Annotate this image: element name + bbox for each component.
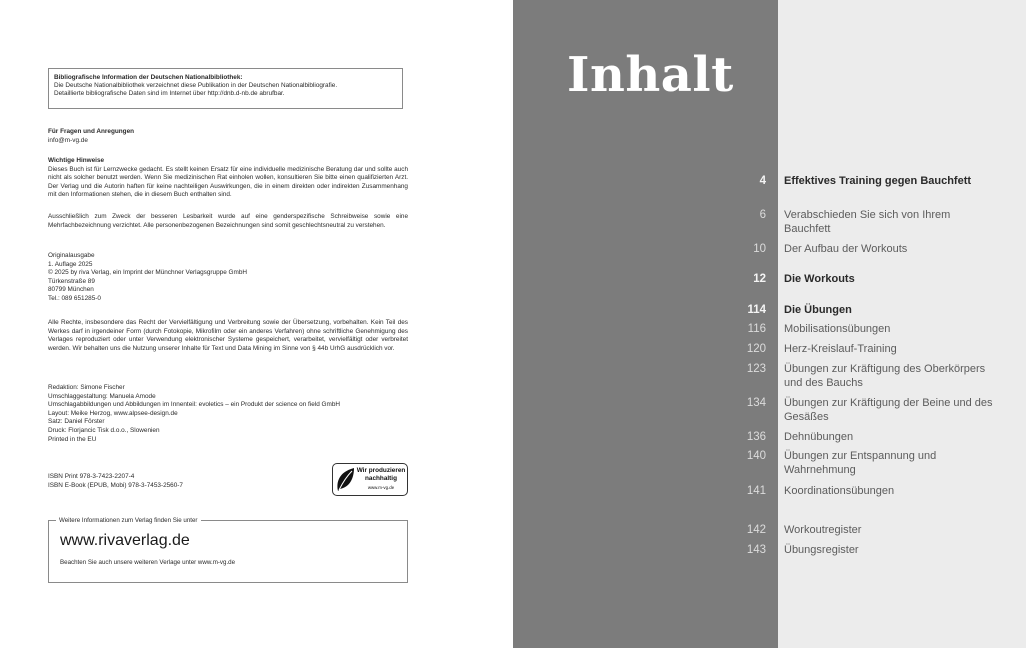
toc-page-number: 12	[753, 273, 766, 285]
toc-entry-label: Herz-Kreislauf-Training	[784, 343, 897, 355]
address-line: 80799 München	[48, 286, 94, 294]
phone-line: Tel.: 089 651285-0	[48, 294, 101, 302]
copyright-line: © 2025 by riva Verlag, ein Imprint der Münchner Verlagsgruppe GmbH	[48, 269, 248, 277]
toc-entry-label: Verabschieden Sie sich von Ihrem Bauchfett	[784, 209, 951, 235]
credit-line: Umschlagabbildungen und Abbildungen im Innenteil: evoletics – ein Produkt der science on field GmbH	[48, 401, 341, 409]
toc-entry-label: Übungen zur Kräftigung der Beine und des Gesäßes	[784, 397, 993, 423]
toc-entry-label: Übungsregister	[784, 544, 859, 556]
toc-page-number: 114	[747, 304, 766, 316]
gender-note-paragraph: Ausschließlich zum Zweck der besseren Lesbarkeit wurde auf eine genderspezifische Schreibweise sowie eine Mehrfachbezeichnung verzichtet. Alle personenbezogenen Bezeichnungen sind somit geschlechtsneutral zu verstehen.	[48, 213, 408, 229]
isbn-ebook: ISBN E-Book (EPUB, Mobi) 978-3-7453-2560-7	[48, 481, 183, 489]
leaf-icon	[335, 466, 357, 493]
bibliographic-line: Die Deutsche Nationalbibliothek verzeichnet diese Publikation in der Deutschen Nationalbibliografie.	[54, 82, 338, 90]
badge-url: www.m-vg.de	[367, 484, 395, 490]
publisher-url: www.rivaverlag.de	[60, 532, 190, 549]
toc-page-number: 116	[747, 323, 766, 335]
toc-page-number: 143	[746, 544, 766, 556]
bibliographic-line: Detaillierte bibliografische Daten sind im Internet über http://dnb.d-nb.de abrufbar.	[54, 90, 285, 98]
toc-entry-label: Die Übungen	[784, 304, 852, 316]
address-line: Türkenstraße 89	[48, 277, 95, 285]
isbn-print: ISBN Print 978-3-7423-2207-4	[48, 473, 135, 480]
bibliographic-info-box	[48, 68, 403, 109]
table-of-contents	[513, 0, 1026, 648]
toc-page-number: 140	[746, 450, 766, 462]
toc-page-number: 123	[746, 363, 766, 375]
notes-block	[48, 157, 408, 200]
toc-page-number: 141	[746, 485, 766, 497]
toc-entry-label: Übungen zur Entspannung und Wahrnehmung	[784, 450, 937, 476]
contact-heading: Für Fragen und Anregungen	[48, 128, 135, 135]
toc-entry-label: Übungen zur Kräftigung des Oberkörpers und des Bauchs	[784, 363, 986, 389]
credit-line: Druck: Florjancic Tisk d.o.o., Slowenien	[48, 426, 160, 434]
toc-entry-label: Mobilisationsübungen	[784, 323, 891, 335]
credit-line: Satz: Daniel Förster	[48, 418, 105, 426]
toc-title: Inhalt	[567, 47, 734, 103]
toc-entry-label: Effektives Training gegen Bauchfett	[784, 175, 972, 187]
toc-page-number: 4	[759, 175, 766, 187]
contact-email: info@m-vg.de	[48, 136, 88, 144]
badge-text	[355, 467, 407, 491]
publisher-info-box	[48, 517, 408, 583]
toc-entry-label: Der Aufbau der Workouts	[784, 243, 908, 255]
toc-page-number: 136	[746, 431, 766, 443]
bibliographic-heading: Bibliografische Information der Deutschen Nationalbibliothek:	[54, 74, 243, 81]
credit-line: Umschlaggestaltung: Manuela Amode	[48, 392, 156, 400]
rights-paragraph: Alle Rechte, insbesondere das Recht der Vervielfältigung und Verbreitung sowie der Übersetzung, vorbehalten. Kein Teil des Werkes darf in irgendeiner Form (durch Fotokopie, Mikrofilm oder ein anderes Verfahren) ohne schriftliche Genehmigung des Verlages reproduziert oder unter Verwendung elektronischer Systeme gespeichert, verarbeitet, vervielfältigt oder verbreitet werden. Wir behalten uns die Nutzung unserer Inhalte für Text und Data Mining im Sinne von § 44b UrhG ausdrücklich vor.	[48, 319, 408, 352]
toc-entry-label: Workoutregister	[784, 524, 862, 536]
credits-block	[48, 384, 408, 444]
badge-line: nachhaltig	[365, 474, 397, 482]
toc-page-number: 6	[759, 209, 766, 221]
badge-line: Wir produzieren	[356, 467, 406, 474]
toc-page-number: 120	[746, 343, 766, 355]
toc-entry-label: Dehnübungen	[784, 431, 854, 443]
edition-block	[48, 252, 408, 304]
isbn-block	[48, 473, 183, 490]
credit-line: Redaktion: Simone Fischer	[48, 384, 125, 391]
contents-page	[513, 0, 1026, 648]
toc-entry-label: Koordinationsübungen	[784, 485, 895, 497]
publisher-note: Beachten Sie auch unsere weiteren Verlage unter www.m-vg.de	[60, 559, 236, 566]
toc-page-number: 10	[753, 243, 766, 255]
edition-line: 1. Auflage 2025	[48, 260, 93, 268]
contact-block	[48, 128, 408, 145]
publisher-legend: Weitere Informationen zum Verlag finden Sie unter	[56, 516, 201, 525]
toc-page-number: 142	[746, 524, 766, 536]
sustainability-badge	[332, 463, 408, 496]
toc-page-number: 134	[746, 397, 766, 409]
notes-paragraph: Dieses Buch ist für Lernzwecke gedacht. Es stellt keinen Ersatz für eine individuelle medizinische Beratung dar und sollte auch nicht als solcher benutzt werden. Wenn Sie medizinischen Rat einholen wollen, konsultieren Sie bitte einen qualifizierten Arzt. Der Verlag und die Autorin haften für keine nachteiligen Auswirkungen, die in einem direkten oder indirekten Zusammenhang mit den Informationen stehen, die in diesem Buch enthalten sind.	[48, 165, 408, 199]
credit-line: Layout: Meike Herzog, www.alpsee-design.de	[48, 409, 178, 417]
toc-entry-label: Die Workouts	[784, 273, 855, 285]
edition-line: Originalausgabe	[48, 252, 95, 259]
notes-heading: Wichtige Hinweise	[48, 157, 105, 164]
credit-line: Printed in the EU	[48, 435, 97, 443]
